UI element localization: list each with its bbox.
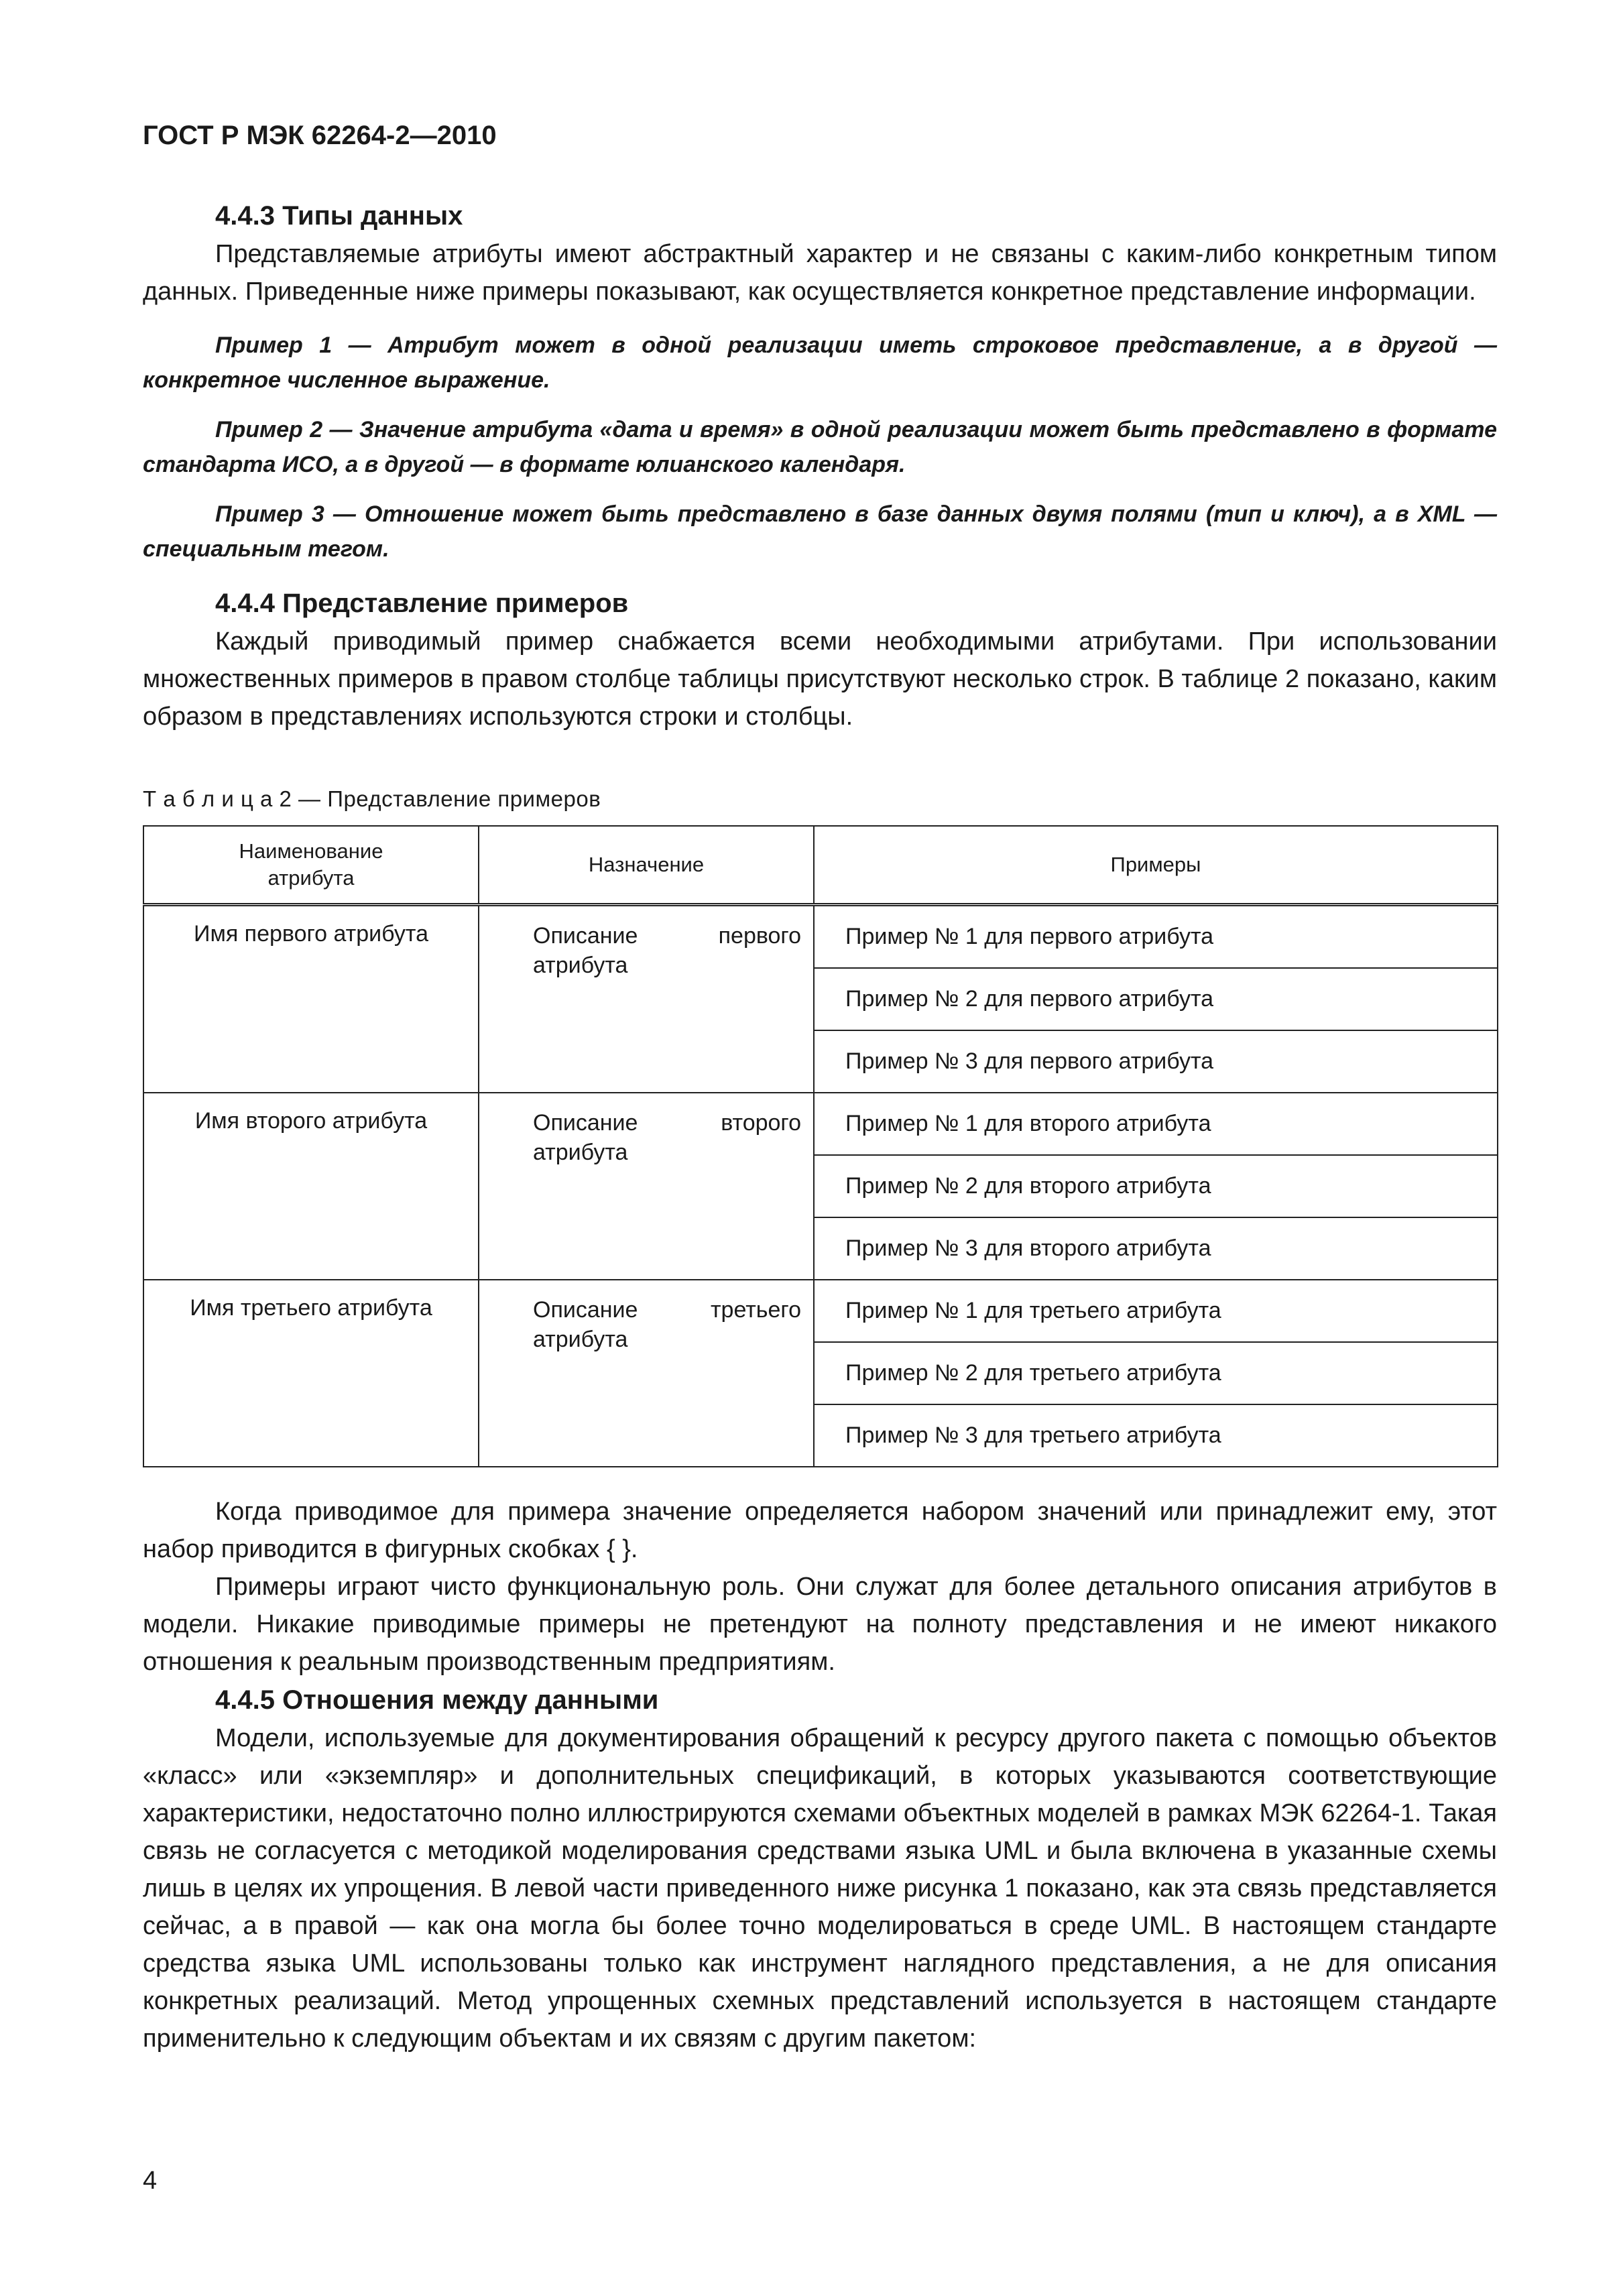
attribute-name-cell: Имя второго атрибута [143,1093,479,1280]
attribute-description-cell: Описание первого атрибута [479,905,814,1093]
example-cell: Пример № 1 для третьего атрибута [814,1280,1498,1342]
example-cell: Пример № 3 для первого атрибута [814,1030,1498,1093]
example-cell: Пример № 3 для третьего атрибута [814,1404,1498,1467]
example-1: Пример 1 — Атрибут может в одной реализации иметь строковое представление, а в другой — конкретное численное выражение. [143,333,1497,393]
table-caption: Т а б л и ц а 2 — Представление примеров [143,786,601,811]
paragraph-data-types: Представляемые атрибуты имеют абстрактный характер и не связаны с каким-либо конкретным типом данных. Приведенные ниже примеры показывают, как осуществляется конкретное представление информации. [143,240,1497,306]
header-attribute-name: Наименование атрибута [143,826,479,905]
example-cell: Пример № 3 для второго атрибута [814,1217,1498,1280]
attribute-description-cell: Описание второго атрибута [479,1093,814,1280]
paragraph-curly-braces: Когда приводимое для примера значение определяется набором значений или принадлежит ему, этот набор приводится в фигурных скобках { }. [143,1498,1497,1563]
example-cell: Пример № 2 для третьего атрибута [814,1342,1498,1404]
example-3: Пример 3 — Отношение может быть представлено в базе данных двумя полями (тип и ключ), а в XML — специальным тегом. [143,501,1497,562]
table-row [143,905,1498,969]
table-2 [143,825,1498,1467]
heading-4-4-5: 4.4.5 Отношения между данными [215,1685,659,1715]
table-header-row [143,826,1498,905]
header-purpose: Назначение [479,826,814,905]
example-cell: Пример № 2 для первого атрибута [814,968,1498,1030]
example-cell: Пример № 1 для первого атрибута [814,905,1498,969]
paragraph-data-relations: Модели, используемые для документирования обращений к ресурсу другого пакета с помощью объектов «класс» или «экземпляр» и дополнительных спецификаций, в которых указываются соответствующие характеристики, недостаточно полно иллюстрируются схемами объектных моделей в рамках МЭК 62264-1. Такая связь не согласуется с методикой моделирования средствами языка UML и была включена в указанные схемы лишь в целях их упрощения. В левой части приведенного ниже рисунка 1 показано, как эта связь представляется сейчас, а в правой — как она могла бы более точно моделироваться в среде UML. В настоящем стандарте средства языка UML использованы только как инструмент наглядного представления, а не для описания конкретных реализаций. Метод упрощенных схемных представлений используется в настоящем стандарте применительно к следующим объектам и их связям с другим пакетом: [143,1724,1497,2053]
table-row [143,1280,1498,1342]
example-2: Пример 2 — Значение атрибута «дата и время» в одной реализации может быть представлено в формате стандарта ИСО, а в другой — в формате юлианского календаря. [143,417,1497,477]
attribute-name-cell: Имя первого атрибута [143,905,479,1093]
heading-4-4-4: 4.4.4 Представление примеров [215,589,629,618]
page-number: 4 [143,2167,158,2195]
paragraph-examples-representation: Каждый приводимый пример снабжается всеми необходимыми атрибутами. При использовании множественных примеров в правом столбце таблицы присутствуют несколько строк. В таблице 2 показано, каким образом в представлениях используются строки и столбцы. [143,627,1497,731]
heading-4-4-3: 4.4.3 Типы данных [215,201,463,231]
document-page [143,121,1497,2057]
document-header: ГОСТ Р МЭК 62264-2—2010 [143,121,497,150]
header-examples: Примеры [814,826,1498,905]
paragraph-examples-role: Примеры играют чисто функциональную роль. Они служат для более детального описания атрибутов в модели. Никакие приводимые примеры не претендуют на полноту представления и не имеют никакого отношения к реальным производственным предприятиям. [143,1573,1497,1676]
example-cell: Пример № 1 для второго атрибута [814,1093,1498,1155]
example-cell: Пример № 2 для второго атрибута [814,1155,1498,1217]
attribute-name-cell: Имя третьего атрибута [143,1280,479,1467]
table-row [143,1093,1498,1155]
attribute-description-cell: Описание третьего атрибута [479,1280,814,1467]
